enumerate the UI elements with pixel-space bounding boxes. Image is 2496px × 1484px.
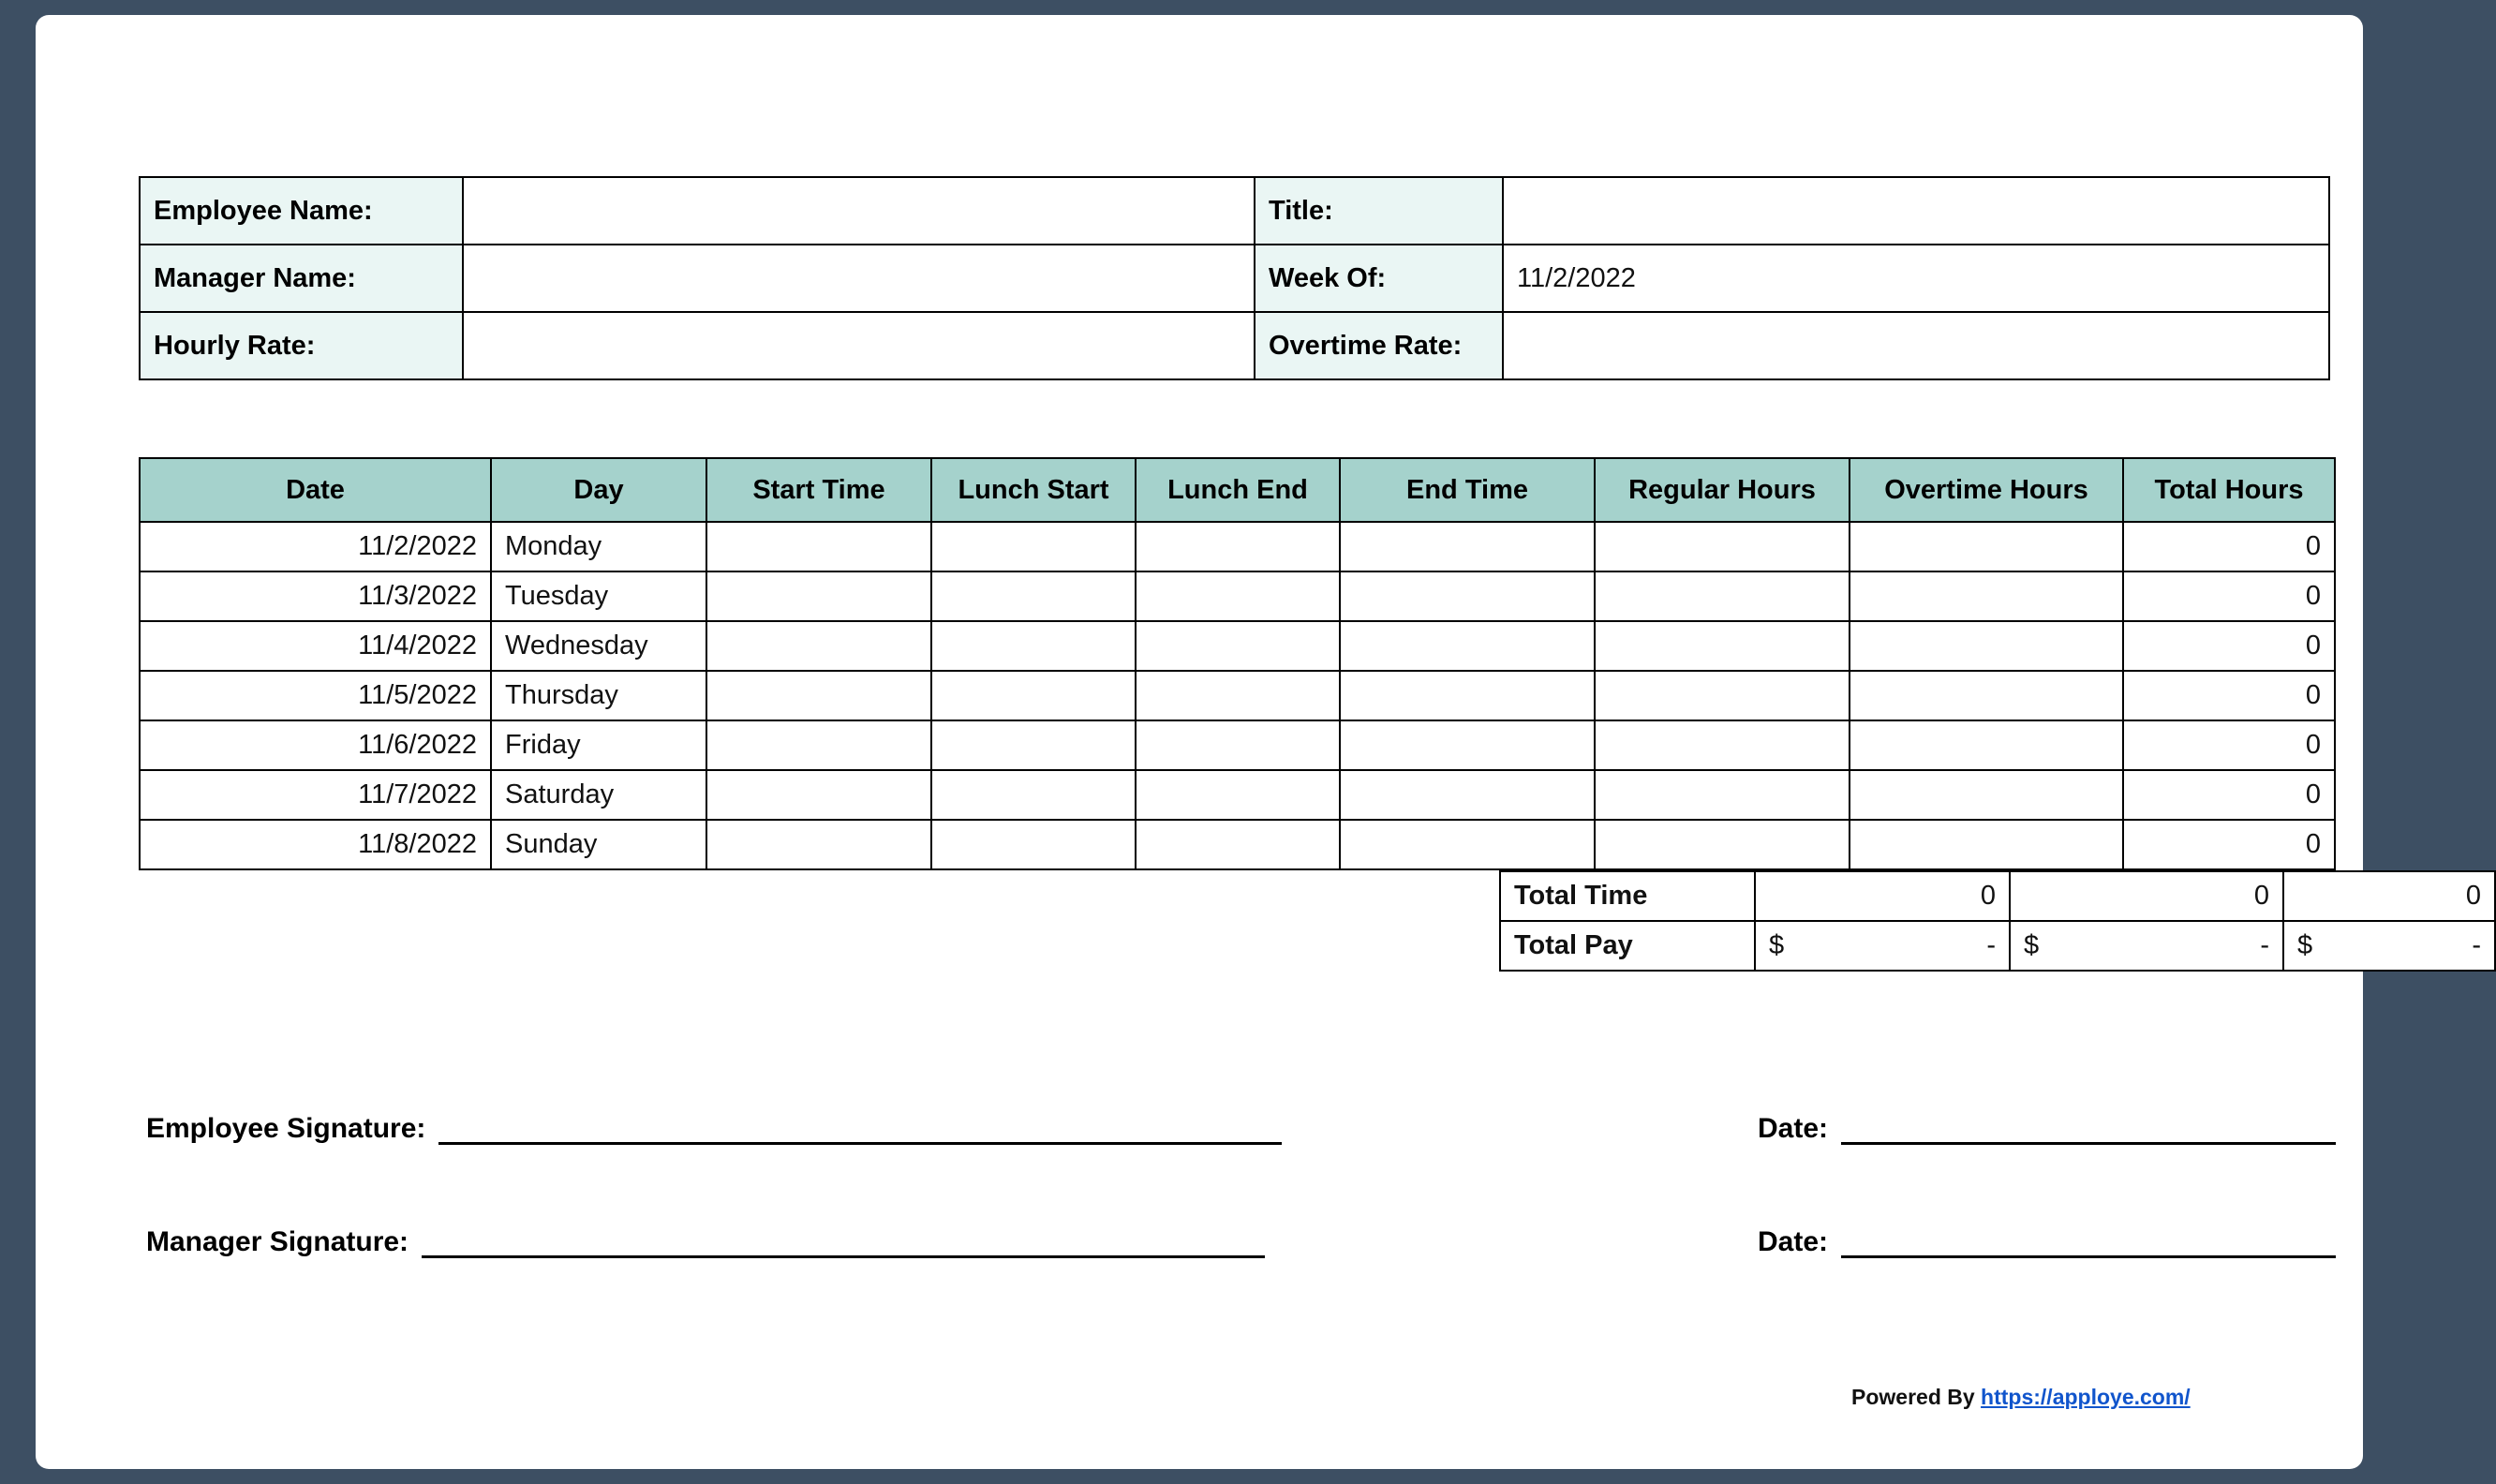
total-pay-total-cell <box>2283 921 2495 971</box>
cell-end-time[interactable] <box>1340 820 1595 869</box>
timesheet-header-row <box>140 458 2335 522</box>
hourly-rate-label: Hourly Rate: <box>140 312 463 379</box>
column-header-day: Day <box>491 458 706 522</box>
employee-name-value[interactable] <box>463 177 1255 245</box>
table-row <box>140 770 2335 820</box>
document-page <box>36 15 2481 1469</box>
cell-day: Monday <box>491 522 706 571</box>
cell-lunch-end[interactable] <box>1136 571 1340 621</box>
employee-signature-label: Employee Signature: <box>146 1113 426 1144</box>
employee-date-label: Date: <box>1758 1113 1829 1144</box>
employee-date-field[interactable] <box>1841 1114 2336 1145</box>
cell-date: 11/7/2022 <box>140 770 491 820</box>
table-row <box>140 621 2335 671</box>
cell-date: 11/8/2022 <box>140 820 491 869</box>
totals-row-total-pay <box>1500 921 2495 971</box>
cell-lunch-start[interactable] <box>931 720 1136 770</box>
cell-overtime-hours <box>1850 522 2123 571</box>
cell-regular-hours <box>1595 621 1850 671</box>
overtime-rate-value[interactable] <box>1503 312 2329 379</box>
table-row <box>140 720 2335 770</box>
employee-signature-row <box>146 1113 1282 1145</box>
cell-total-hours: 0 <box>2123 820 2335 869</box>
cell-total-hours: 0 <box>2123 770 2335 820</box>
cell-date: 11/6/2022 <box>140 720 491 770</box>
cell-date: 11/5/2022 <box>140 671 491 720</box>
powered-by-label: Powered By <box>1851 1385 1975 1409</box>
cell-end-time[interactable] <box>1340 720 1595 770</box>
footer-credit <box>1851 1385 2191 1410</box>
table-row <box>140 522 2335 571</box>
cell-end-time[interactable] <box>1340 571 1595 621</box>
cell-lunch-start[interactable] <box>931 770 1136 820</box>
total-time-overtime: 0 <box>2010 871 2283 921</box>
total-pay-regular-cell <box>1755 921 2010 971</box>
currency-symbol: $ <box>2297 930 2313 960</box>
totals-row-total-time <box>1500 871 2495 921</box>
column-header-date: Date <box>140 458 491 522</box>
apploye-link[interactable]: https://apploye.com/ <box>1981 1385 2191 1409</box>
column-header-overtime-hours: Overtime Hours <box>1850 458 2123 522</box>
table-row <box>140 571 2335 621</box>
cell-start-time[interactable] <box>706 621 931 671</box>
overtime-rate-label: Overtime Rate: <box>1255 312 1503 379</box>
cell-date: 11/3/2022 <box>140 571 491 621</box>
cell-overtime-hours <box>1850 571 2123 621</box>
cell-overtime-hours <box>1850 770 2123 820</box>
cell-date: 11/2/2022 <box>140 522 491 571</box>
hourly-rate-value[interactable] <box>463 312 1255 379</box>
cell-start-time[interactable] <box>706 820 931 869</box>
cell-lunch-end[interactable] <box>1136 522 1340 571</box>
cell-regular-hours <box>1595 770 1850 820</box>
cell-end-time[interactable] <box>1340 671 1595 720</box>
timesheet-section <box>139 457 2481 973</box>
cell-lunch-end[interactable] <box>1136 820 1340 869</box>
cell-day: Tuesday <box>491 571 706 621</box>
cell-start-time[interactable] <box>706 720 931 770</box>
cell-lunch-start[interactable] <box>931 571 1136 621</box>
cell-total-hours: 0 <box>2123 671 2335 720</box>
total-pay-overtime-cell <box>2010 921 2283 971</box>
total-time-label: Total Time <box>1500 871 1755 921</box>
info-row-manager-name <box>140 245 2329 312</box>
cell-lunch-end[interactable] <box>1136 720 1340 770</box>
cell-lunch-end[interactable] <box>1136 770 1340 820</box>
currency-symbol: $ <box>1769 930 1785 960</box>
manager-date-row <box>1758 1226 2336 1258</box>
employee-name-label: Employee Name: <box>140 177 463 245</box>
total-time-total: 0 <box>2283 871 2495 921</box>
column-header-lunch-end: Lunch End <box>1136 458 1340 522</box>
column-header-end-time: End Time <box>1340 458 1595 522</box>
cell-day: Thursday <box>491 671 706 720</box>
cell-start-time[interactable] <box>706 671 931 720</box>
total-pay-overtime: - <box>2260 930 2269 960</box>
cell-overtime-hours <box>1850 671 2123 720</box>
totals-table <box>1499 870 2496 972</box>
cell-day: Wednesday <box>491 621 706 671</box>
cell-regular-hours <box>1595 571 1850 621</box>
cell-end-time[interactable] <box>1340 770 1595 820</box>
currency-symbol: $ <box>2024 930 2040 960</box>
cell-end-time[interactable] <box>1340 621 1595 671</box>
employee-date-row <box>1758 1113 2336 1145</box>
cell-end-time[interactable] <box>1340 522 1595 571</box>
info-row-employee-name <box>140 177 2329 245</box>
cell-start-time[interactable] <box>706 571 931 621</box>
total-pay-regular: - <box>1986 930 1996 960</box>
cell-start-time[interactable] <box>706 522 931 571</box>
week-of-label: Week Of: <box>1255 245 1503 312</box>
cell-total-hours: 0 <box>2123 571 2335 621</box>
cell-total-hours: 0 <box>2123 621 2335 671</box>
cell-lunch-start[interactable] <box>931 820 1136 869</box>
week-of-value[interactable]: 11/2/2022 <box>1503 245 2329 312</box>
column-header-start-time: Start Time <box>706 458 931 522</box>
manager-signature-field[interactable] <box>422 1227 1265 1258</box>
cell-lunch-start[interactable] <box>931 522 1136 571</box>
table-row <box>140 671 2335 720</box>
title-label: Title: <box>1255 177 1503 245</box>
column-header-total-hours: Total Hours <box>2123 458 2335 522</box>
cell-regular-hours <box>1595 671 1850 720</box>
cell-regular-hours <box>1595 820 1850 869</box>
cell-regular-hours <box>1595 522 1850 571</box>
cell-day: Saturday <box>491 770 706 820</box>
title-value[interactable] <box>1503 177 2329 245</box>
manager-date-label: Date: <box>1758 1226 1829 1257</box>
manager-date-field[interactable] <box>1841 1227 2336 1258</box>
cell-start-time[interactable] <box>706 770 931 820</box>
timesheet-table <box>139 457 2336 870</box>
cell-lunch-end[interactable] <box>1136 621 1340 671</box>
cell-overtime-hours <box>1850 621 2123 671</box>
cell-lunch-end[interactable] <box>1136 671 1340 720</box>
info-row-hourly-rate <box>140 312 2329 379</box>
cell-overtime-hours <box>1850 720 2123 770</box>
manager-signature-label: Manager Signature: <box>146 1226 409 1257</box>
cell-total-hours: 0 <box>2123 522 2335 571</box>
employee-info-table <box>139 176 2330 380</box>
column-header-lunch-start: Lunch Start <box>931 458 1136 522</box>
cell-date: 11/4/2022 <box>140 621 491 671</box>
cell-day: Sunday <box>491 820 706 869</box>
total-pay-label: Total Pay <box>1500 921 1755 971</box>
cell-lunch-start[interactable] <box>931 671 1136 720</box>
total-time-regular: 0 <box>1755 871 2010 921</box>
manager-name-value[interactable] <box>463 245 1255 312</box>
cell-total-hours: 0 <box>2123 720 2335 770</box>
table-row <box>140 820 2335 869</box>
manager-name-label: Manager Name: <box>140 245 463 312</box>
column-header-regular-hours: Regular Hours <box>1595 458 1850 522</box>
cell-regular-hours <box>1595 720 1850 770</box>
cell-lunch-start[interactable] <box>931 621 1136 671</box>
cell-day: Friday <box>491 720 706 770</box>
cell-overtime-hours <box>1850 820 2123 869</box>
manager-signature-row <box>146 1226 1265 1258</box>
total-pay-total: - <box>2472 930 2481 960</box>
employee-signature-field[interactable] <box>438 1114 1282 1145</box>
